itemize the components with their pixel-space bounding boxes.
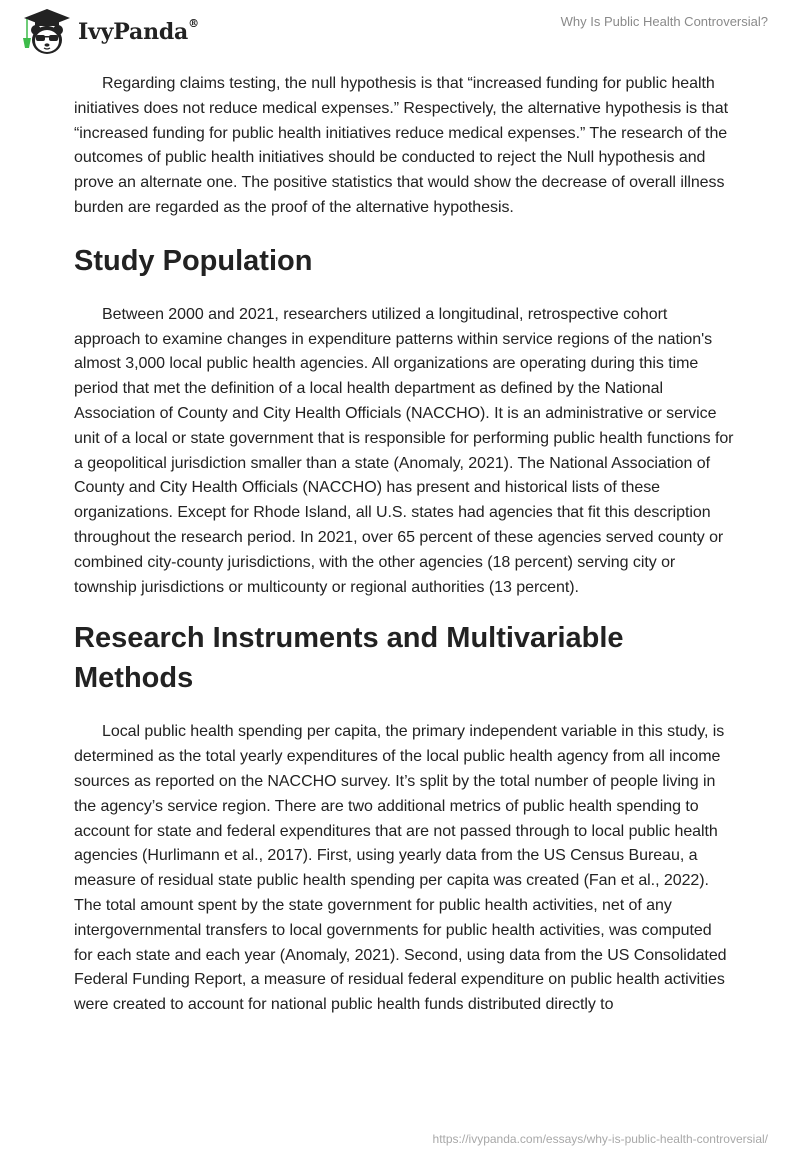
heading-study-population: Study Population	[74, 244, 313, 277]
paragraph-hypothesis: Regarding claims testing, the null hypothesis is that “increased funding for public health initiatives does not reduce medical expenses.” Respectively, the alternative hypothesis is that “increased funding for public health initiatives reduce medical expenses.” The research of the outcomes of public health initiatives should be conducted to reject the Null hypothesis and prove an alternate one. The positive statistics that would show the decrease of overall illness burden are regarded as the proof of the alternative hypothesis.	[74, 75, 728, 216]
page-header	[0, 0, 800, 60]
logo-text: IvyPanda®	[78, 17, 199, 45]
essay-content	[74, 72, 734, 1018]
paragraph-study-population: Between 2000 and 2021, researchers utilized a longitudinal, retrospective cohort approach to examine changes in expenditure patterns within service regions of the nation's almost 3,000 local public health agencies. All organizations are operating during this time period that met the definition of a local health department as defined by the National Association of County and City Health Officials (NACCHO). It is an administrative or service unit of a local or state government that is responsible for performing public health functions for a geopolitical jurisdiction smaller than a state (Anomaly, 2021). The National Association of County and City Health Officials (NACCHO) has present and historical lists of these organizations. Except for Rhode Island, all U.S. states had agencies that fit this description throughout the research period. In 2021, over 65 percent of these agencies served county or combined city-county jurisdictions, with the other agencies (18 percent) serving city or township jurisdictions or multicounty or regional authorities (13 percent).	[74, 305, 734, 596]
document-title: Why Is Public Health Controversial?	[560, 14, 768, 29]
panda-graduate-icon	[18, 8, 76, 56]
source-url[interactable]: https://ivypanda.com/essays/why-is-public-health-controversial/	[432, 1132, 768, 1146]
ivypanda-logo[interactable]	[18, 8, 199, 56]
heading-research-instruments: Research Instruments and Multivariable Methods	[74, 622, 624, 695]
paragraph-research-instruments: Local public health spending per capita, the primary independent variable in this study, is determined as the total yearly expenditures of the local public health agency from all income sources as reported on the NACCHO survey. It’s split by the total number of people living in the agency’s service region. There are two additional metrics of public health spending to account for state and federal expenditures that are not passed through to local public health agencies (Hurlimann et al., 2017). First, using yearly data from the US Census Bureau, a measure of residual state public health spending per capita was created (Fan et al., 2022). The total amount spent by the state government for public health activities, net of any intergovernmental transfers to local governments for public health activities, was computed for each state and each year (Anomaly, 2021). Second, using data from the US Consolidated Federal Funding Report, a measure of residual federal expenditure on public health activities were created to account for national public health funds distributed directly to	[74, 723, 727, 1014]
